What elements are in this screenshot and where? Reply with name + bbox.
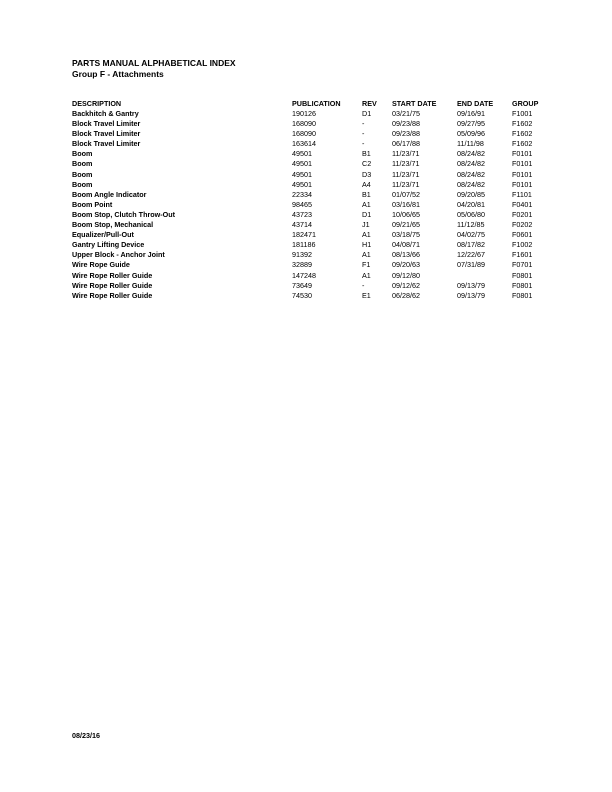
column-header-start-date: START DATE — [392, 99, 437, 108]
document-title: PARTS MANUAL ALPHABETICAL INDEX — [72, 58, 236, 68]
column-header-end-date: END DATE — [457, 99, 494, 108]
cell-description: Block Travel Limiter — [72, 139, 141, 149]
cell-publication: 22334 — [292, 189, 312, 199]
cell-start-date: 09/12/62 — [392, 280, 420, 290]
cell-description: Wire Rope Roller Guide — [72, 290, 153, 300]
cell-group: F0201 — [512, 209, 533, 219]
table-row — [72, 240, 552, 250]
cell-description: Backhitch & Gantry — [72, 109, 139, 118]
cell-end-date: 07/31/89 — [457, 260, 485, 270]
cell-group: F1001 — [512, 109, 533, 118]
cell-publication: 49501 — [292, 149, 312, 159]
cell-rev: A1 — [362, 230, 371, 240]
cell-group: F0801 — [512, 270, 533, 280]
table-row — [72, 230, 552, 240]
cell-description: Boom Angle Indicator — [72, 189, 147, 199]
cell-start-date: 03/16/81 — [392, 199, 420, 209]
table-header-row — [72, 98, 552, 109]
cell-description: Gantry Lifting Device — [72, 240, 145, 250]
cell-start-date: 06/28/62 — [392, 290, 420, 300]
cell-description: Boom — [72, 149, 93, 159]
cell-description: Upper Block - Anchor Joint — [72, 250, 165, 260]
cell-end-date: 04/20/81 — [457, 199, 485, 209]
cell-group: F1101 — [512, 189, 532, 199]
table-row — [72, 190, 552, 200]
table-row — [72, 250, 552, 260]
cell-group: F1602 — [512, 129, 533, 139]
cell-rev: J1 — [362, 220, 370, 230]
cell-end-date: 09/13/79 — [457, 280, 485, 290]
cell-start-date: 08/13/66 — [392, 250, 420, 260]
column-header-publication: PUBLICATION — [292, 99, 341, 108]
table-row — [72, 139, 552, 149]
cell-publication: 147248 — [292, 270, 316, 280]
cell-publication: 168090 — [292, 119, 316, 129]
table-body — [72, 109, 552, 301]
cell-description: Boom — [72, 169, 93, 179]
cell-start-date: 09/23/88 — [392, 119, 420, 129]
cell-group: F0101 — [512, 149, 533, 159]
cell-group: F0202 — [512, 220, 533, 230]
cell-rev: A1 — [362, 199, 371, 209]
cell-group: F0101 — [512, 169, 533, 179]
cell-rev: D3 — [362, 169, 372, 179]
cell-description: Block Travel Limiter — [72, 129, 141, 139]
cell-publication: 49501 — [292, 159, 312, 169]
cell-publication: 74530 — [292, 290, 312, 300]
table-row — [72, 119, 552, 129]
cell-rev: B1 — [362, 149, 371, 159]
cell-publication: 190126 — [292, 109, 316, 118]
table-row — [72, 180, 552, 190]
cell-group: F0801 — [512, 290, 533, 300]
column-header-description: DESCRIPTION — [72, 99, 122, 108]
cell-start-date: 11/23/71 — [392, 149, 420, 159]
cell-rev: A4 — [362, 179, 371, 189]
cell-rev: H1 — [362, 240, 372, 250]
cell-start-date: 03/21/75 — [392, 109, 420, 118]
cell-group: F1602 — [512, 119, 533, 129]
cell-publication: 32889 — [292, 260, 312, 270]
cell-rev: A1 — [362, 250, 371, 260]
cell-end-date: 09/20/85 — [457, 189, 485, 199]
table-row — [72, 281, 552, 291]
cell-group: F1002 — [512, 240, 533, 250]
cell-rev: C2 — [362, 159, 372, 169]
cell-start-date: 11/23/71 — [392, 159, 420, 169]
table-row — [72, 109, 552, 119]
cell-start-date: 09/21/65 — [392, 220, 420, 230]
table-row — [72, 159, 552, 169]
cell-publication: 43714 — [292, 220, 312, 230]
cell-description: Boom — [72, 179, 93, 189]
cell-start-date: 06/17/88 — [392, 139, 420, 149]
cell-end-date: 11/12/85 — [457, 220, 485, 230]
cell-rev: E1 — [362, 290, 371, 300]
cell-publication: 73649 — [292, 280, 312, 290]
cell-description: Boom Stop, Clutch Throw-Out — [72, 209, 176, 219]
cell-description: Boom Stop, Mechanical — [72, 220, 154, 230]
table-row — [72, 260, 552, 270]
cell-group: F1601 — [512, 250, 533, 260]
cell-end-date: 08/17/82 — [457, 240, 485, 250]
cell-end-date: 09/16/91 — [457, 109, 485, 118]
cell-start-date: 11/23/71 — [392, 169, 420, 179]
cell-end-date: 08/24/82 — [457, 169, 485, 179]
parts-index-table — [72, 98, 552, 301]
cell-end-date: 11/11/98 — [457, 139, 484, 149]
cell-end-date: 08/24/82 — [457, 179, 485, 189]
cell-publication: 98465 — [292, 199, 312, 209]
cell-group: F0801 — [512, 280, 533, 290]
cell-description: Equalizer/Pull-Out — [72, 230, 134, 240]
column-header-group: GROUP — [512, 99, 539, 108]
cell-group: F0401 — [512, 199, 533, 209]
cell-end-date: 04/02/75 — [457, 230, 485, 240]
cell-end-date: 08/24/82 — [457, 149, 485, 159]
cell-description: Wire Rope Roller Guide — [72, 270, 153, 280]
cell-group: F0701 — [512, 260, 533, 270]
cell-description: Wire Rope Roller Guide — [72, 280, 153, 290]
cell-end-date: 05/06/80 — [457, 209, 485, 219]
cell-publication: 49501 — [292, 169, 312, 179]
cell-publication: 181186 — [292, 240, 316, 250]
cell-start-date: 10/06/65 — [392, 209, 420, 219]
cell-rev: - — [362, 119, 365, 129]
cell-end-date: 08/24/82 — [457, 159, 485, 169]
cell-publication: 163614 — [292, 139, 316, 149]
cell-rev: F1 — [362, 260, 371, 270]
cell-end-date: 05/09/96 — [457, 129, 485, 139]
cell-end-date: 09/13/79 — [457, 290, 485, 300]
cell-start-date: 09/20/63 — [392, 260, 420, 270]
cell-group: F0101 — [512, 179, 533, 189]
cell-start-date: 04/08/71 — [392, 240, 420, 250]
document-subtitle: Group F - Attachments — [72, 69, 164, 79]
footer-date: 08/23/16 — [72, 731, 100, 740]
table-row — [72, 220, 552, 230]
cell-description: Boom — [72, 159, 93, 169]
cell-end-date: 09/27/95 — [457, 119, 485, 129]
cell-group: F0601 — [512, 230, 533, 240]
cell-start-date: 09/12/80 — [392, 270, 420, 280]
cell-rev: B1 — [362, 189, 371, 199]
cell-publication: 91392 — [292, 250, 312, 260]
cell-group: F1602 — [512, 139, 533, 149]
cell-description: Boom Point — [72, 199, 113, 209]
cell-rev: D1 — [362, 209, 372, 219]
table-row — [72, 200, 552, 210]
cell-publication: 182471 — [292, 230, 316, 240]
cell-rev: A1 — [362, 270, 371, 280]
cell-description: Wire Rope Guide — [72, 260, 130, 270]
table-row — [72, 170, 552, 180]
table-row — [72, 271, 552, 281]
cell-rev: - — [362, 129, 365, 139]
cell-group: F0101 — [512, 159, 533, 169]
cell-rev: - — [362, 139, 365, 149]
cell-publication: 49501 — [292, 179, 312, 189]
cell-start-date: 11/23/71 — [392, 179, 420, 189]
cell-end-date: 12/22/67 — [457, 250, 485, 260]
cell-start-date: 01/07/52 — [392, 189, 420, 199]
cell-rev: D1 — [362, 109, 372, 118]
table-row — [72, 210, 552, 220]
column-header-rev: REV — [362, 99, 377, 108]
cell-end-date — [457, 271, 512, 281]
cell-publication: 168090 — [292, 129, 316, 139]
table-row — [72, 129, 552, 139]
cell-publication: 43723 — [292, 209, 312, 219]
table-row — [72, 149, 552, 159]
cell-description: Block Travel Limiter — [72, 119, 141, 129]
cell-rev: - — [362, 280, 365, 290]
cell-start-date: 09/23/88 — [392, 129, 420, 139]
cell-start-date: 03/18/75 — [392, 230, 420, 240]
table-row — [72, 291, 552, 301]
